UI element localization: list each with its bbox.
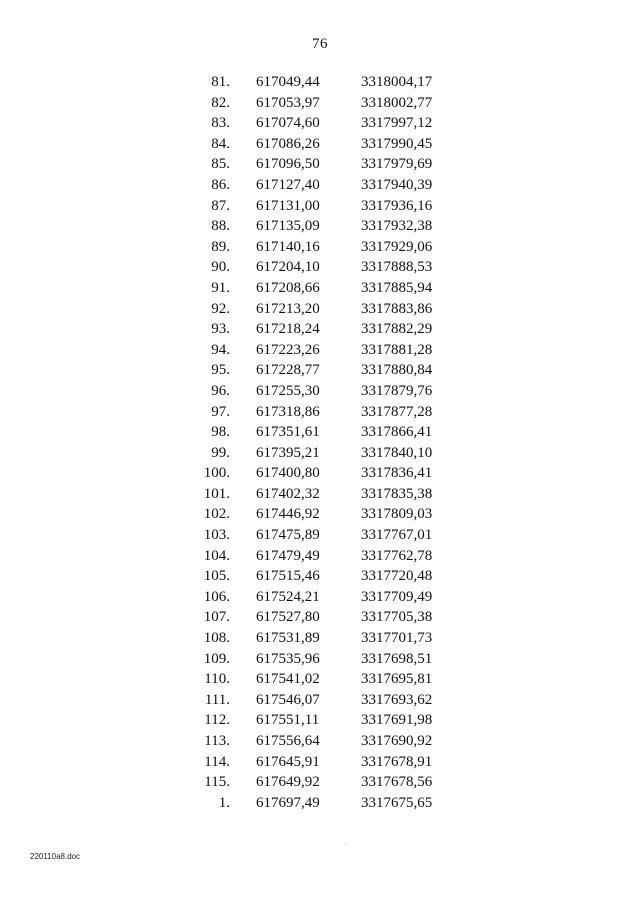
- y-coordinate: 3317695,81: [361, 671, 433, 688]
- row-number: 108.: [203, 630, 230, 647]
- table-row: [0, 566, 640, 587]
- y-coordinate: 3317936,16: [361, 197, 433, 214]
- row-number: 98.: [211, 424, 230, 441]
- x-coordinate: 617127,40: [256, 176, 320, 193]
- x-coordinate: 617527,80: [256, 609, 320, 626]
- y-coordinate: 3317835,38: [361, 485, 433, 502]
- row-number: 87.: [211, 197, 230, 214]
- x-coordinate: 617535,96: [256, 650, 320, 667]
- table-row: [0, 196, 640, 217]
- table-row: [0, 669, 640, 690]
- x-coordinate: 617645,91: [256, 753, 320, 770]
- table-row: [0, 134, 640, 155]
- x-coordinate: 617053,97: [256, 94, 320, 111]
- table-row: [0, 504, 640, 525]
- table-row: [0, 72, 640, 93]
- table-row: [0, 422, 640, 443]
- x-coordinate: 617135,09: [256, 218, 320, 235]
- y-coordinate: 3317880,84: [361, 362, 433, 379]
- x-coordinate: 617515,46: [256, 568, 320, 585]
- y-coordinate: 3317840,10: [361, 444, 433, 461]
- y-coordinate: 3317678,91: [361, 753, 433, 770]
- y-coordinate: 3317705,38: [361, 609, 433, 626]
- x-coordinate: 617086,26: [256, 135, 320, 152]
- row-number: 86.: [211, 176, 230, 193]
- y-coordinate: 3317929,06: [361, 238, 433, 255]
- row-number: 109.: [203, 650, 230, 667]
- row-number: 111.: [204, 691, 230, 708]
- x-coordinate: 617551,11: [256, 712, 320, 729]
- table-row: [0, 93, 640, 114]
- row-number: 110.: [204, 671, 230, 688]
- table-row: [0, 607, 640, 628]
- y-coordinate: 3317879,76: [361, 382, 433, 399]
- row-number: 92.: [211, 300, 230, 317]
- row-number: 103.: [203, 527, 230, 544]
- x-coordinate: 617140,16: [256, 238, 320, 255]
- x-coordinate: 617074,60: [256, 115, 320, 132]
- x-coordinate: 617546,07: [256, 691, 320, 708]
- row-number: 93.: [211, 321, 230, 338]
- table-row: [0, 257, 640, 278]
- row-number: 89.: [211, 238, 230, 255]
- x-coordinate: 617223,26: [256, 341, 320, 358]
- table-row: [0, 587, 640, 608]
- y-coordinate: 3317866,41: [361, 424, 433, 441]
- coordinate-table: [0, 72, 640, 813]
- x-coordinate: 617351,61: [256, 424, 320, 441]
- y-coordinate: 3317932,38: [361, 218, 433, 235]
- row-number: 115.: [204, 774, 230, 791]
- y-coordinate: 3317691,98: [361, 712, 433, 729]
- row-number: 101.: [203, 485, 230, 502]
- row-number: 97.: [211, 403, 230, 420]
- table-row: [0, 752, 640, 773]
- table-row: [0, 175, 640, 196]
- x-coordinate: 617400,80: [256, 465, 320, 482]
- y-coordinate: 3317762,78: [361, 547, 433, 564]
- table-row: [0, 649, 640, 670]
- row-number: 91.: [211, 279, 230, 296]
- x-coordinate: 617475,89: [256, 527, 320, 544]
- row-number: 114.: [204, 753, 230, 770]
- table-row: [0, 525, 640, 546]
- row-number: 81.: [211, 74, 230, 90]
- row-number: 106.: [203, 588, 230, 605]
- x-coordinate: 617649,92: [256, 774, 320, 791]
- y-coordinate: 3317885,94: [361, 279, 433, 296]
- y-coordinate: 3317888,53: [361, 259, 433, 276]
- table-row: [0, 463, 640, 484]
- table-row: [0, 628, 640, 649]
- y-coordinate: 3317720,48: [361, 568, 433, 585]
- row-number: 94.: [211, 341, 230, 358]
- table-row: [0, 319, 640, 340]
- y-coordinate: 3317940,39: [361, 176, 433, 193]
- y-coordinate: 3317882,29: [361, 321, 433, 338]
- x-coordinate: 617395,21: [256, 444, 320, 461]
- table-row: [0, 381, 640, 402]
- row-number: 83.: [211, 115, 230, 132]
- y-coordinate: 3317881,28: [361, 341, 433, 358]
- table-row: [0, 793, 640, 814]
- x-coordinate: 617541,02: [256, 671, 320, 688]
- table-row: [0, 710, 640, 731]
- table-row: [0, 690, 640, 711]
- table-row: [0, 484, 640, 505]
- y-coordinate: 3318002,77: [361, 94, 433, 111]
- table-row: [0, 772, 640, 793]
- y-coordinate: 3317979,69: [361, 156, 433, 173]
- y-coordinate: 3318004,17: [361, 74, 433, 90]
- row-number: 82.: [211, 94, 230, 111]
- x-coordinate: 617049,44: [256, 74, 320, 90]
- x-coordinate: 617096,50: [256, 156, 320, 173]
- x-coordinate: 617446,92: [256, 506, 320, 523]
- x-coordinate: 617697,49: [256, 794, 320, 811]
- x-coordinate: 617479,49: [256, 547, 320, 564]
- y-coordinate: 3317990,45: [361, 135, 433, 152]
- y-coordinate: 3317698,51: [361, 650, 433, 667]
- table-row: [0, 360, 640, 381]
- x-coordinate: 617402,32: [256, 485, 320, 502]
- table-row: [0, 443, 640, 464]
- y-coordinate: 3317877,28: [361, 403, 433, 420]
- table-row: [0, 402, 640, 423]
- y-coordinate: 3317693,62: [361, 691, 433, 708]
- table-row: [0, 299, 640, 320]
- row-number: 113.: [204, 733, 230, 749]
- table-row: [0, 546, 640, 567]
- y-coordinate: 3317675,65: [361, 794, 433, 811]
- row-number: 85.: [211, 156, 230, 173]
- x-coordinate: 617318,86: [256, 403, 320, 420]
- table-row: [0, 237, 640, 258]
- table-row: [0, 278, 640, 299]
- y-coordinate: 3317836,41: [361, 465, 433, 482]
- x-coordinate: 617531,89: [256, 630, 320, 647]
- row-number: 99.: [211, 444, 230, 461]
- row-number: 100.: [203, 465, 230, 482]
- x-coordinate: 617556,64: [256, 733, 320, 749]
- x-coordinate: 617524,21: [256, 588, 320, 605]
- x-coordinate: 617213,20: [256, 300, 320, 317]
- page-number: 76: [312, 36, 328, 52]
- row-number: 102.: [203, 506, 230, 523]
- y-coordinate: 3317701,73: [361, 630, 433, 647]
- table-row: [0, 731, 640, 752]
- y-coordinate: 3317767,01: [361, 527, 433, 544]
- row-number: 96.: [211, 382, 230, 399]
- footer-filename: 220110a8.doc: [30, 852, 81, 861]
- y-coordinate: 3317809,03: [361, 506, 433, 523]
- row-number: 104.: [203, 547, 230, 564]
- row-number: 84.: [211, 135, 230, 152]
- row-number: 88.: [211, 218, 230, 235]
- y-coordinate: 3317678,56: [361, 774, 433, 791]
- row-number: 90.: [211, 259, 230, 276]
- table-row: [0, 340, 640, 361]
- row-number: 112.: [204, 712, 230, 729]
- table-row: [0, 113, 640, 134]
- x-coordinate: 617208,66: [256, 279, 320, 296]
- x-coordinate: 617255,30: [256, 382, 320, 399]
- y-coordinate: 3317709,49: [361, 588, 433, 605]
- row-number: 105.: [203, 568, 230, 585]
- x-coordinate: 617131,00: [256, 197, 320, 214]
- y-coordinate: 3317690,92: [361, 733, 433, 749]
- row-number: 95.: [211, 362, 230, 379]
- table-row: [0, 154, 640, 175]
- x-coordinate: 617204,10: [256, 259, 320, 276]
- row-number: 107.: [203, 609, 230, 626]
- x-coordinate: 617228,77: [256, 362, 320, 379]
- row-number: 1.: [218, 794, 230, 811]
- x-coordinate: 617218,24: [256, 321, 320, 338]
- y-coordinate: 3317997,12: [361, 115, 433, 132]
- y-coordinate: 3317883,86: [361, 300, 433, 317]
- scan-speck: [345, 843, 346, 844]
- table-row: [0, 216, 640, 237]
